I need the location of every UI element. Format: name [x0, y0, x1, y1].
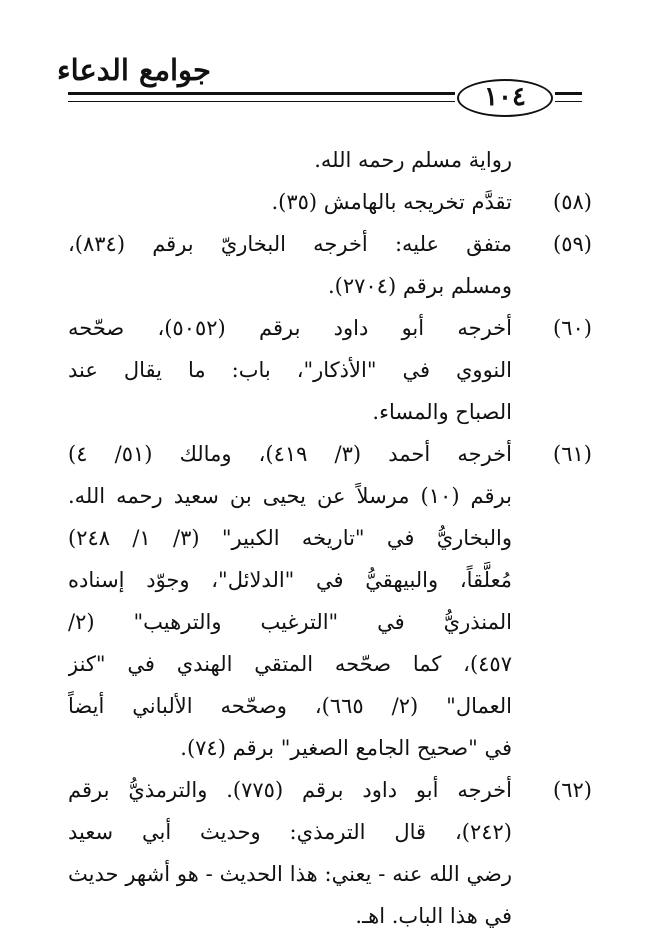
footnote-number: (٥٨)	[553, 190, 592, 214]
footnote-line: في هذا الباب. اهـ.	[355, 904, 512, 928]
footnote-number: (٥٩)	[553, 232, 592, 256]
footnote-line: النووي في "الأذكار"، باب: ما يقال عند	[68, 358, 512, 382]
footnote-line: أخرجه أبو داود برقم (٧٧٥). والترمذيُّ برقم	[68, 778, 512, 802]
footnote-line: الصباح والمساء.	[372, 400, 512, 424]
footnote-line: مُعلَّقاً، والبيهقيُّ في "الدلائل"، وجوّد إسناده	[68, 568, 512, 592]
footnote-line: في "صحيح الجامع الصغير" برقم (٧٤).	[180, 736, 512, 760]
footnote-line: متفق عليه: أخرجه البخاريّ برقم (٨٣٤)،	[68, 232, 512, 256]
footnote-line: ومسلم برقم (٢٧٠٤).	[327, 274, 512, 298]
footnote-line: ٤٥٧)، كما صحّحه المتقي الهندي في "كنز	[68, 652, 512, 676]
footnote-number: (٦٠)	[553, 316, 592, 340]
footnote-line: (٢٤٢)، قال الترمذي: وحديث أبي سعيد	[68, 820, 512, 844]
header-rule-right-thin	[555, 101, 582, 102]
footnotes-body	[0, 139, 649, 939]
book-title: جوامع الدعاء	[57, 53, 211, 87]
footnote-number: (٦١)	[553, 442, 592, 466]
header-rule	[68, 92, 455, 95]
page-number: ١٠٤	[457, 79, 553, 117]
footnote-line: برقم (١٠) مرسلاً عن يحيى بن سعيد رحمه الله.	[68, 484, 512, 508]
footnote-line: رواية مسلم رحمه الله.	[314, 148, 512, 172]
footnote-line: والبخاريُّ في "تاريخه الكبير" (٣/ ١/ ٢٤٨)	[68, 526, 512, 550]
header-rule-right	[555, 92, 582, 95]
footnote-line: أخرجه أحمد (٣/ ٤١٩)، ومالك (٥١/ ٤)	[68, 442, 512, 466]
footnote-number: (٦٢)	[553, 778, 592, 802]
footnote-line: تقدَّم تخريجه بالهامش (٣٥).	[271, 190, 512, 214]
footnote-line: العمال" (٢/ ٦٦٥)، وصحّحه الألباني أيضاً	[68, 694, 512, 718]
footnote-line: أخرجه أبو داود برقم (٥٠٥٢)، صحّحه	[68, 316, 512, 340]
header-rule-thin	[68, 101, 455, 102]
footnote-line: المنذريُّ في "الترغيب والترهيب" (٢/	[68, 610, 512, 634]
footnote-line: رضي الله عنه - يعني: هذا الحديث - هو أشهر حديث	[68, 862, 512, 886]
